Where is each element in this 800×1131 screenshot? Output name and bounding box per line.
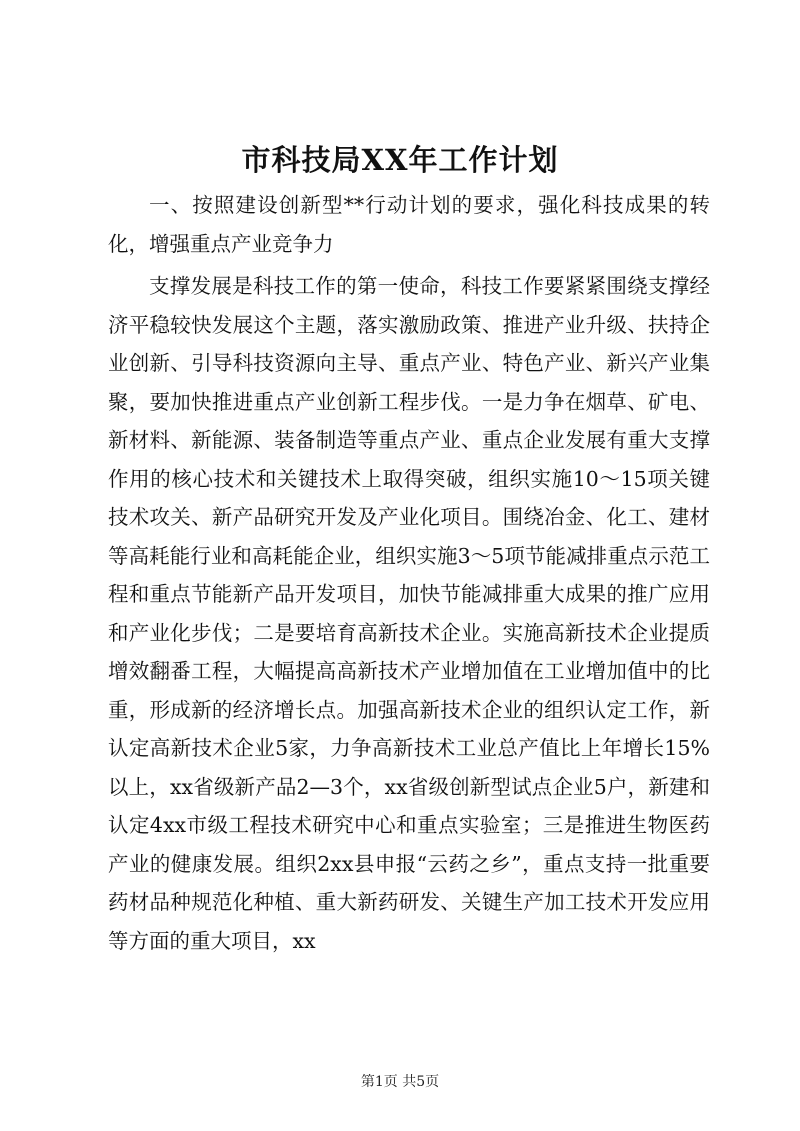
document-title: 市科技局XX年工作计划 xyxy=(241,143,559,177)
body-paragraph: 支撑发展是科技工作的第一使命，科技工作要紧紧围绕支撑经济平稳较快发展这个主题，落实激励政策、推进产业升级、扶持企业创新、引导科技资源向主导、重点产业、特色产业、新兴产业集聚，要加快推进重点产业创新工程步伐。一是力争在烟草、矿电、新材料、新能源、装备制造等重点产业、重点企业发展有重大支撑作用的核心技术和关键技术上取得突破，组织实施10～15项关键技术攻关、新产品研究开发及产业化项目。围绕冶金、化工、建材等高耗能行业和高耗能企业，组织实施3～5项节能减排重点示范工程和重点节能新产品开发项目，加快节能减排重大成果的推广应用和产业化步伐；二是要培育高新技术企业。实施高新技术企业提质增效翻番工程，大幅提高高新技术产业增加值在工业增加值中的比重，形成新的经济增长点。加强高新技术企业的组织认定工作，新认定高新技术企业5家，力争高新技术工业总产值比上年增长15%以上，xx省级新产品2—3个，xx省级创新型试点企业5户，新建和认定4xx市级工程技术研究中心和重点实验室；三是推进生物医药产业的健康发展。组织2xx县申报“云药之乡”，重点支持一批重要药材品种规范化种植、重大新药研发、关键生产加工技术开发应用等方面的重大项目，xx xyxy=(108,274,710,953)
section-heading: 一、按照建设创新型**行动计划的要求，强化科技成果的转化，增强重点产业竞争力 xyxy=(108,193,710,256)
page-footer: 第1页 共5页 xyxy=(360,1074,440,1090)
